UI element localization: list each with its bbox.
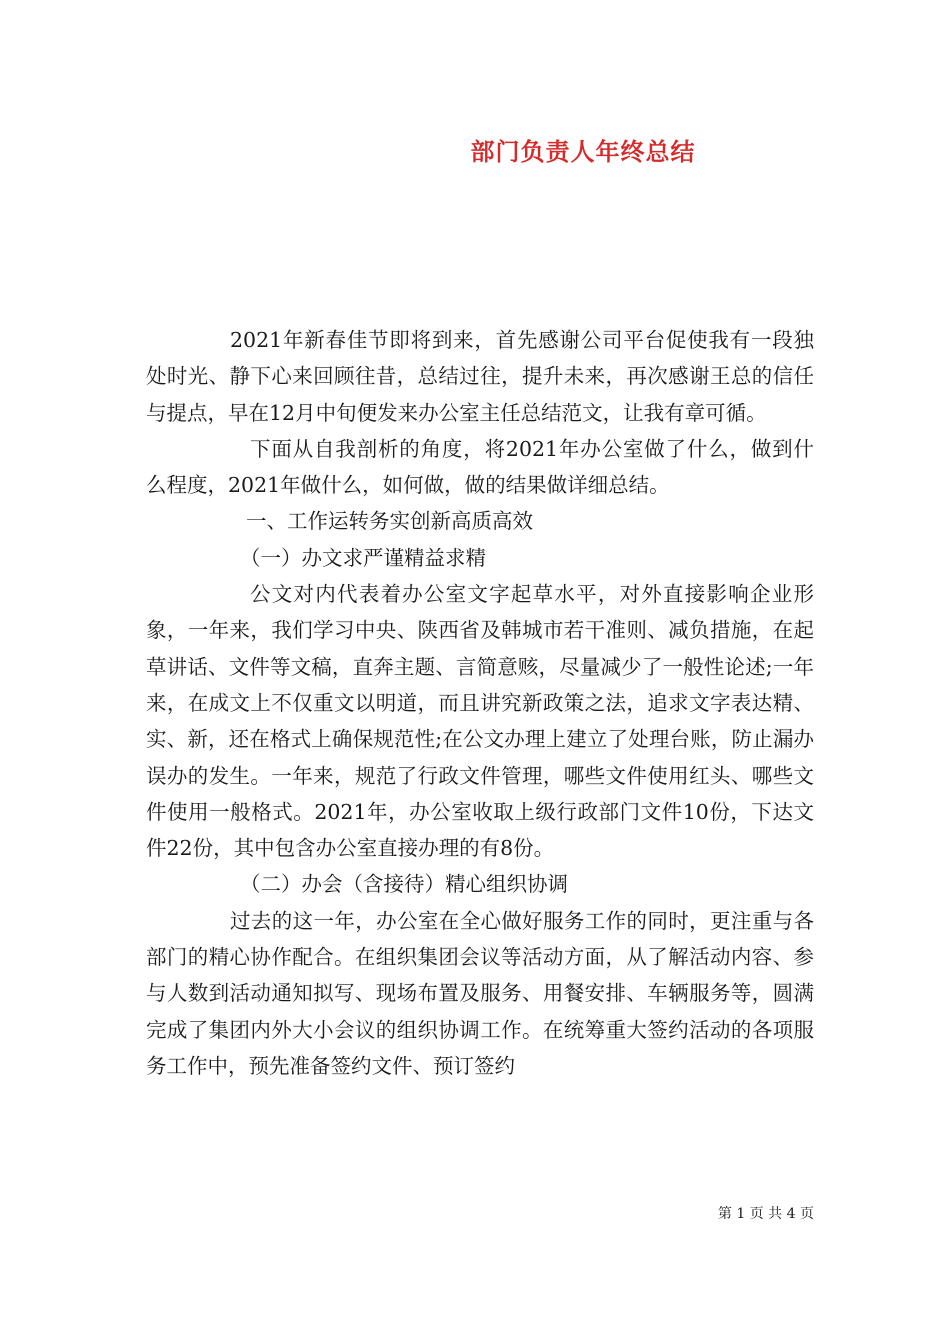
page-number-footer: 第 1 页 共 4 页 [717, 1206, 814, 1222]
paragraph-document-work: 公文对内代表着办公室文字起草水平，对外直接影响企业形象，一年来，我们学习中央、陕西省及韩城市若干准则、减负措施，在起草讲话、文件等文稿，直奔主题、言简意赅，尽量减少了一般性论述;一年来，在成文上不仅重文以明道，而且讲究新政策之法，追求文字表达精、实、新，还在格式上确保规范性;在公文办理上建立了处理台账，防止漏办误办的发生。一年来，规范了行政文件管理，哪些文件使用红头、哪些文件使用一般格式。2021年，办公室收取上级行政部门文件10份，下达文件22份，其中包含办公室直接办理的有8份。 [146, 582, 814, 861]
document-body [146, 322, 814, 1084]
subsection-heading-2: （二）办会（含接待）精心组织协调 [240, 872, 568, 897]
document-title: 部门负责人年终总结 [470, 137, 696, 166]
paragraph-meeting-work: 过去的这一年，办公室在全心做好服务工作的同时，更注重与各部门的精心协作配合。在组织集团会议等活动方面，从了解活动内容、参与人数到活动通知拟写、现场布置及服务、用餐安排、车辆服务等，圆满完成了集团内外大小会议的组织协调工作。在统筹重大签约活动的各项服务工作中，预先准备签约文件、预订签约 [146, 908, 814, 1078]
subsection-heading-1: （一）办文求严谨精益求精 [240, 545, 486, 570]
paragraph-overview: 下面从自我剖析的角度，将2021年办公室做了什么，做到什么程度，2021年做什么，如何做，做的结果做详细总结。 [146, 436, 814, 498]
paragraph-intro: 2021年新春佳节即将到来，首先感谢公司平台促使我有一段独处时光、静下心来回顾往昔，总结过往，提升未来，再次感谢王总的信任与提点，早在12月中旬便发来办公室主任总结范文，让我有章可循。 [146, 328, 814, 425]
section-heading-1: 一、工作运转务实创新高质高效 [246, 509, 533, 534]
